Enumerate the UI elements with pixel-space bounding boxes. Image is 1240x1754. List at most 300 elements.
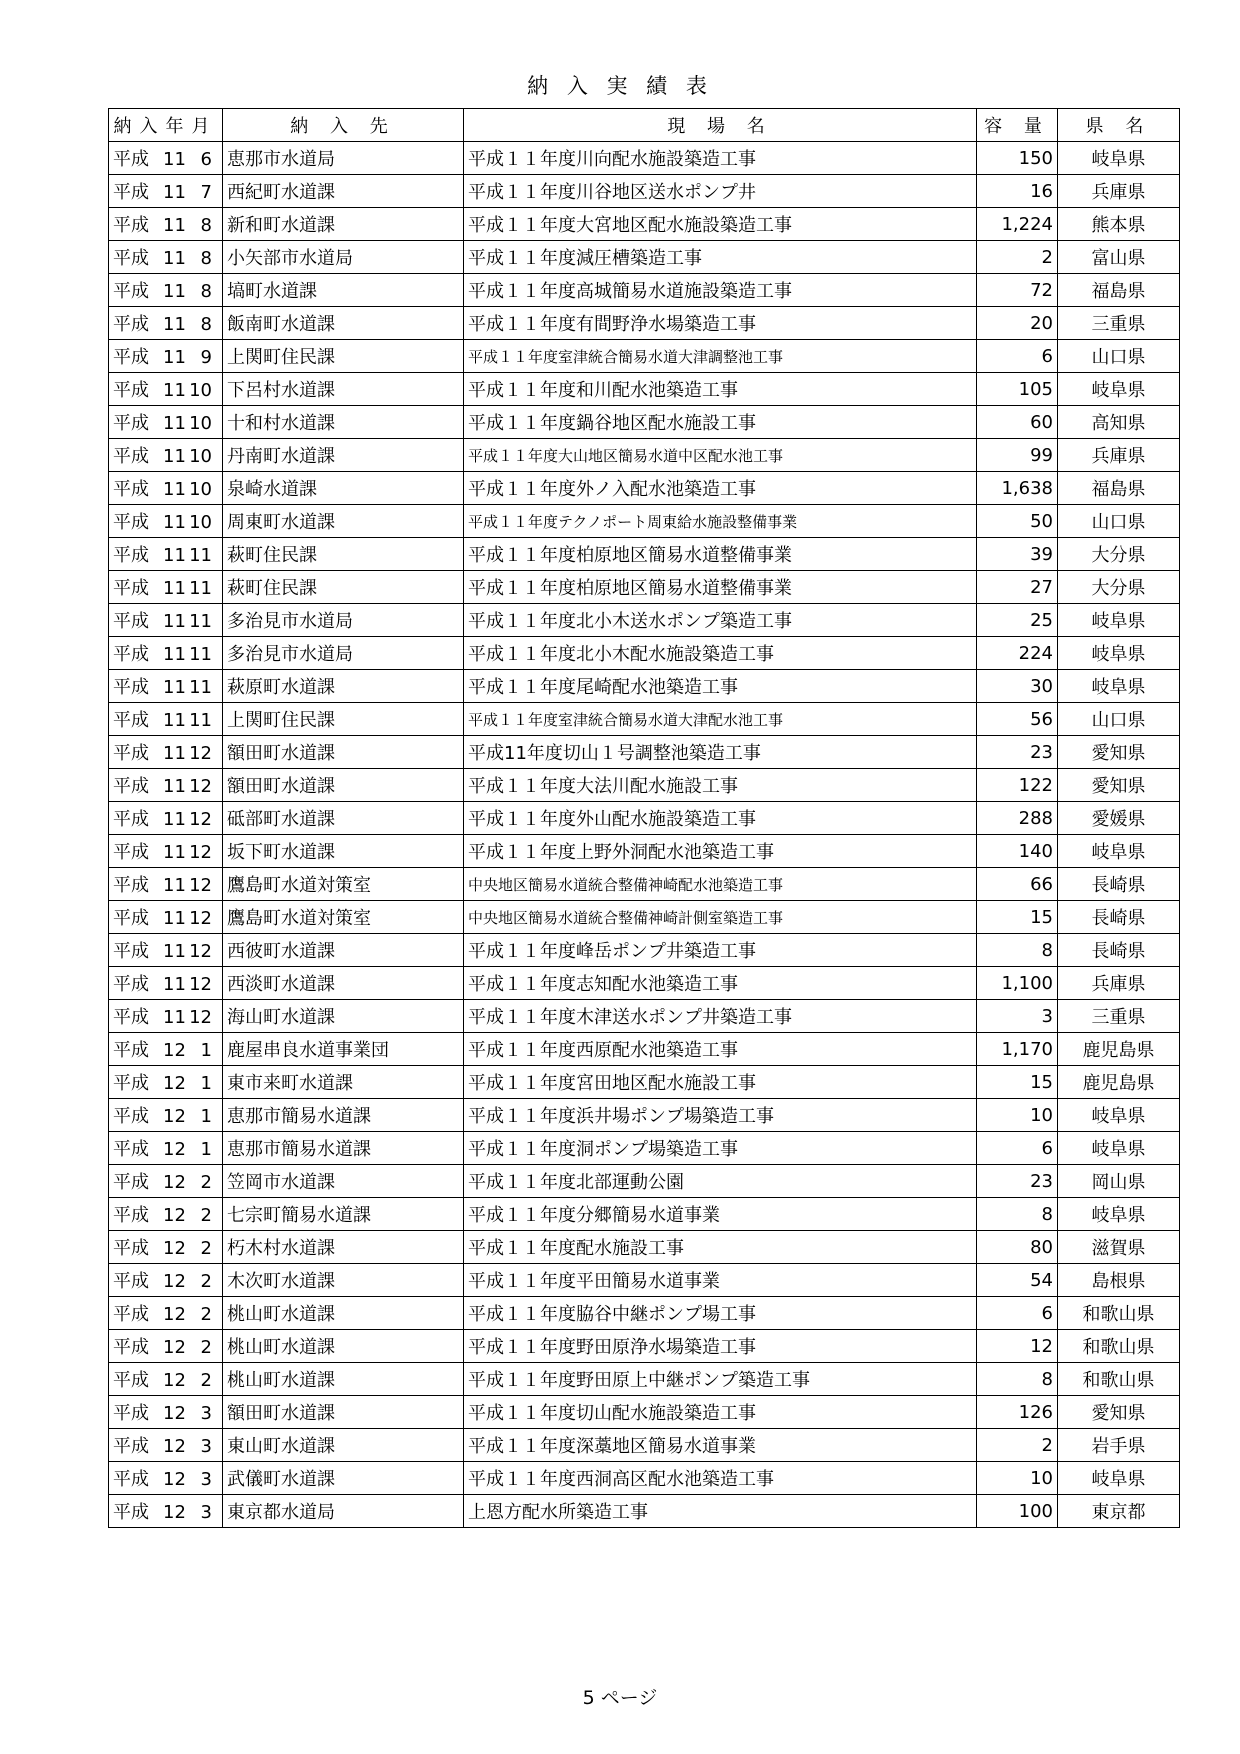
site-name-cell: 平成１１年度西原配水池築造工事	[464, 1033, 977, 1066]
delivery-date-cell	[109, 934, 223, 967]
site-name-cell: 平成１１年度有間野浄水場築造工事	[464, 307, 977, 340]
table-row	[109, 1033, 1180, 1066]
delivery-era: 平成	[113, 644, 149, 665]
capacity-cell: 27	[977, 571, 1058, 604]
delivery-era: 平成	[113, 875, 149, 896]
delivery-date-cell	[109, 703, 223, 736]
delivery-year: 11	[163, 149, 186, 170]
delivery-year: 11	[163, 908, 186, 929]
capacity-cell: 1,224	[977, 208, 1058, 241]
delivery-era: 平成	[113, 1469, 149, 1490]
table-row	[109, 934, 1180, 967]
capacity-cell: 8	[977, 1363, 1058, 1396]
delivery-year: 12	[163, 1436, 186, 1457]
delivery-year: 11	[163, 512, 186, 533]
delivery-era: 平成	[113, 1436, 149, 1457]
prefecture-cell: 大分県	[1058, 538, 1180, 571]
client-cell: 鷹島町水道対策室	[223, 901, 464, 934]
prefecture-cell: 鹿児島県	[1058, 1066, 1180, 1099]
capacity-cell: 3	[977, 1000, 1058, 1033]
client-cell: 桃山町水道課	[223, 1330, 464, 1363]
client-cell: 下呂村水道課	[223, 373, 464, 406]
client-cell: 上関町住民課	[223, 703, 464, 736]
delivery-month: 3	[200, 1436, 212, 1457]
prefecture-cell: 和歌山県	[1058, 1297, 1180, 1330]
prefecture-cell: 岐阜県	[1058, 142, 1180, 175]
client-cell: 丹南町水道課	[223, 439, 464, 472]
site-name-cell: 平成１１年度木津送水ポンプ井築造工事	[464, 1000, 977, 1033]
delivery-date-cell	[109, 637, 223, 670]
delivery-month: 12	[189, 974, 212, 995]
delivery-year: 11	[163, 644, 186, 665]
delivery-date-cell	[109, 472, 223, 505]
table-row	[109, 1165, 1180, 1198]
table-row	[109, 274, 1180, 307]
client-cell: 七宗町簡易水道課	[223, 1198, 464, 1231]
client-cell: 新和町水道課	[223, 208, 464, 241]
delivery-date-cell	[109, 1462, 223, 1495]
prefecture-cell: 和歌山県	[1058, 1363, 1180, 1396]
prefecture-cell: 兵庫県	[1058, 967, 1180, 1000]
delivery-year: 12	[163, 1106, 186, 1127]
table-row	[109, 538, 1180, 571]
client-cell: 桃山町水道課	[223, 1363, 464, 1396]
delivery-era: 平成	[113, 941, 149, 962]
delivery-month: 3	[200, 1502, 212, 1523]
delivery-date-cell	[109, 1099, 223, 1132]
delivery-era: 平成	[113, 809, 149, 830]
capacity-cell: 72	[977, 274, 1058, 307]
delivery-month: 2	[200, 1205, 212, 1226]
site-name-cell: 平成１１年度テクノポート周東給水施設整備事業	[464, 505, 977, 538]
prefecture-cell: 愛知県	[1058, 769, 1180, 802]
table-row	[109, 505, 1180, 538]
delivery-month: 8	[200, 314, 212, 335]
delivery-date-cell	[109, 241, 223, 274]
client-cell: 武儀町水道課	[223, 1462, 464, 1495]
delivery-record-table	[108, 108, 1180, 1528]
capacity-cell: 99	[977, 439, 1058, 472]
delivery-era: 平成	[113, 1403, 149, 1424]
site-name-cell: 平成１１年度外ノ入配水池築造工事	[464, 472, 977, 505]
client-cell: 東京都水道局	[223, 1495, 464, 1528]
client-cell: 多治見市水道局	[223, 637, 464, 670]
client-cell: 朽木村水道課	[223, 1231, 464, 1264]
delivery-date-cell	[109, 1033, 223, 1066]
delivery-date-cell	[109, 505, 223, 538]
page-title: 納 入 実 績 表	[527, 74, 713, 98]
prefecture-cell: 島根県	[1058, 1264, 1180, 1297]
table-row	[109, 637, 1180, 670]
delivery-month: 12	[189, 842, 212, 863]
table-row	[109, 1132, 1180, 1165]
capacity-cell: 122	[977, 769, 1058, 802]
delivery-era: 平成	[113, 479, 149, 500]
delivery-year: 11	[163, 1007, 186, 1028]
client-cell: 笠岡市水道課	[223, 1165, 464, 1198]
delivery-era: 平成	[113, 380, 149, 401]
delivery-date-cell	[109, 802, 223, 835]
capacity-cell: 39	[977, 538, 1058, 571]
capacity-cell: 16	[977, 175, 1058, 208]
delivery-month: 10	[189, 479, 212, 500]
capacity-cell: 15	[977, 1066, 1058, 1099]
capacity-cell: 80	[977, 1231, 1058, 1264]
prefecture-cell: 岐阜県	[1058, 637, 1180, 670]
header-capacity: 容 量	[977, 109, 1058, 142]
capacity-cell: 100	[977, 1495, 1058, 1528]
delivery-date-cell	[109, 373, 223, 406]
site-name-cell: 上恩方配水所築造工事	[464, 1495, 977, 1528]
delivery-year: 11	[163, 215, 186, 236]
delivery-month: 12	[189, 1007, 212, 1028]
delivery-era: 平成	[113, 1106, 149, 1127]
table-row	[109, 1429, 1180, 1462]
table-row	[109, 175, 1180, 208]
prefecture-cell: 岐阜県	[1058, 1462, 1180, 1495]
client-cell: 萩町住民課	[223, 571, 464, 604]
delivery-date-cell	[109, 1363, 223, 1396]
delivery-year: 12	[163, 1403, 186, 1424]
table-row	[109, 967, 1180, 1000]
delivery-date-cell	[109, 1165, 223, 1198]
delivery-era: 平成	[113, 281, 149, 302]
site-name-cell: 平成１１年度大宮地区配水施設築造工事	[464, 208, 977, 241]
capacity-cell: 6	[977, 340, 1058, 373]
header-client: 納 入 先	[223, 109, 464, 142]
delivery-year: 12	[163, 1073, 186, 1094]
site-name-cell: 平成１１年度川向配水施設築造工事	[464, 142, 977, 175]
delivery-month: 1	[200, 1073, 212, 1094]
client-cell: 桃山町水道課	[223, 1297, 464, 1330]
client-cell: 西淡町水道課	[223, 967, 464, 1000]
capacity-cell: 10	[977, 1099, 1058, 1132]
delivery-month: 8	[200, 281, 212, 302]
client-cell: 鷹島町水道対策室	[223, 868, 464, 901]
prefecture-cell: 長崎県	[1058, 901, 1180, 934]
delivery-era: 平成	[113, 1370, 149, 1391]
capacity-cell: 126	[977, 1396, 1058, 1429]
capacity-cell: 30	[977, 670, 1058, 703]
table-row	[109, 1363, 1180, 1396]
site-name-cell: 中央地区簡易水道統合整備神崎計側室築造工事	[464, 901, 977, 934]
delivery-year: 11	[163, 248, 186, 269]
delivery-month: 12	[189, 941, 212, 962]
prefecture-cell: 東京都	[1058, 1495, 1180, 1528]
delivery-era: 平成	[113, 1007, 149, 1028]
delivery-era: 平成	[113, 446, 149, 467]
delivery-year: 11	[163, 677, 186, 698]
capacity-cell: 6	[977, 1297, 1058, 1330]
site-name-cell: 平成１１年度深藁地区簡易水道事業	[464, 1429, 977, 1462]
table-row	[109, 142, 1180, 175]
prefecture-cell: 山口県	[1058, 340, 1180, 373]
delivery-date-cell	[109, 175, 223, 208]
delivery-year: 11	[163, 479, 186, 500]
site-name-cell: 平成１１年度北部運動公園	[464, 1165, 977, 1198]
delivery-month: 3	[200, 1469, 212, 1490]
site-name-cell: 平成１１年度川谷地区送水ポンプ井	[464, 175, 977, 208]
capacity-cell: 25	[977, 604, 1058, 637]
prefecture-cell: 岩手県	[1058, 1429, 1180, 1462]
table-row	[109, 373, 1180, 406]
site-name-cell: 平成１１年度峰岳ポンプ井築造工事	[464, 934, 977, 967]
delivery-era: 平成	[113, 1205, 149, 1226]
delivery-era: 平成	[113, 512, 149, 533]
site-name-cell: 平成１１年度柏原地区簡易水道整備事業	[464, 538, 977, 571]
delivery-date-cell	[109, 769, 223, 802]
client-cell: 多治見市水道局	[223, 604, 464, 637]
prefecture-cell: 岐阜県	[1058, 373, 1180, 406]
prefecture-cell: 兵庫県	[1058, 175, 1180, 208]
delivery-month: 1	[200, 1106, 212, 1127]
table-row	[109, 703, 1180, 736]
delivery-date-cell	[109, 1231, 223, 1264]
site-name-cell: 平成１１年度外山配水施設築造工事	[464, 802, 977, 835]
client-cell: 額田町水道課	[223, 736, 464, 769]
client-cell: 西彼町水道課	[223, 934, 464, 967]
site-name-cell: 平成１１年度尾崎配水池築造工事	[464, 670, 977, 703]
capacity-cell: 10	[977, 1462, 1058, 1495]
prefecture-cell: 岐阜県	[1058, 835, 1180, 868]
prefecture-cell: 滋賀県	[1058, 1231, 1180, 1264]
table-row	[109, 835, 1180, 868]
table-row	[109, 868, 1180, 901]
delivery-month: 1	[200, 1139, 212, 1160]
site-name-cell: 平成１１年度大山地区簡易水道中区配水池工事	[464, 439, 977, 472]
capacity-cell: 8	[977, 1198, 1058, 1231]
delivery-year: 11	[163, 578, 186, 599]
delivery-month: 8	[200, 248, 212, 269]
prefecture-cell: 大分県	[1058, 571, 1180, 604]
client-cell: 周東町水道課	[223, 505, 464, 538]
delivery-year: 11	[163, 809, 186, 830]
delivery-year: 12	[163, 1238, 186, 1259]
site-name-cell: 平成１１年度高城簡易水道施設築造工事	[464, 274, 977, 307]
delivery-era: 平成	[113, 1040, 149, 1061]
table-row	[109, 1264, 1180, 1297]
table-row	[109, 1231, 1180, 1264]
delivery-era: 平成	[113, 1073, 149, 1094]
site-name-cell: 平成11年度切山１号調整池築造工事	[464, 736, 977, 769]
capacity-cell: 20	[977, 307, 1058, 340]
delivery-date-cell	[109, 835, 223, 868]
delivery-date-cell	[109, 142, 223, 175]
delivery-month: 11	[189, 578, 212, 599]
delivery-month: 11	[189, 644, 212, 665]
capacity-cell: 224	[977, 637, 1058, 670]
delivery-month: 10	[189, 446, 212, 467]
capacity-cell: 8	[977, 934, 1058, 967]
capacity-cell: 23	[977, 736, 1058, 769]
delivery-year: 12	[163, 1304, 186, 1325]
delivery-era: 平成	[113, 1271, 149, 1292]
delivery-date-cell	[109, 868, 223, 901]
table-row	[109, 1495, 1180, 1528]
delivery-year: 12	[163, 1370, 186, 1391]
site-name-cell: 平成１１年度志知配水池築造工事	[464, 967, 977, 1000]
site-name-cell: 平成１１年度大法川配水施設工事	[464, 769, 977, 802]
delivery-month: 12	[189, 776, 212, 797]
capacity-cell: 50	[977, 505, 1058, 538]
table-row	[109, 340, 1180, 373]
delivery-month: 6	[200, 149, 212, 170]
client-cell: 恵那市簡易水道課	[223, 1132, 464, 1165]
table-body	[109, 142, 1180, 1528]
site-name-cell: 平成１１年度柏原地区簡易水道整備事業	[464, 571, 977, 604]
capacity-cell: 288	[977, 802, 1058, 835]
capacity-cell: 105	[977, 373, 1058, 406]
site-name-cell: 平成１１年度平田簡易水道事業	[464, 1264, 977, 1297]
delivery-era: 平成	[113, 677, 149, 698]
table-row	[109, 241, 1180, 274]
table-row	[109, 1297, 1180, 1330]
delivery-era: 平成	[113, 1172, 149, 1193]
page-number: 5 ページ	[582, 1687, 658, 1709]
prefecture-cell: 鹿児島県	[1058, 1033, 1180, 1066]
client-cell: 砥部町水道課	[223, 802, 464, 835]
delivery-era: 平成	[113, 1238, 149, 1259]
prefecture-cell: 山口県	[1058, 505, 1180, 538]
delivery-era: 平成	[113, 149, 149, 170]
capacity-cell: 56	[977, 703, 1058, 736]
delivery-month: 2	[200, 1337, 212, 1358]
prefecture-cell: 長崎県	[1058, 868, 1180, 901]
delivery-month: 2	[200, 1271, 212, 1292]
client-cell: 萩原町水道課	[223, 670, 464, 703]
delivery-era: 平成	[113, 710, 149, 731]
header-delivery-date: 納入年月	[109, 109, 223, 142]
capacity-cell: 66	[977, 868, 1058, 901]
table-row	[109, 604, 1180, 637]
delivery-year: 12	[163, 1337, 186, 1358]
capacity-cell: 1,170	[977, 1033, 1058, 1066]
delivery-year: 11	[163, 743, 186, 764]
delivery-date-cell	[109, 538, 223, 571]
delivery-era: 平成	[113, 611, 149, 632]
delivery-era: 平成	[113, 248, 149, 269]
table-row	[109, 1396, 1180, 1429]
client-cell: 上関町住民課	[223, 340, 464, 373]
delivery-year: 11	[163, 347, 186, 368]
delivery-date-cell	[109, 1000, 223, 1033]
table-row	[109, 406, 1180, 439]
delivery-date-cell	[109, 571, 223, 604]
client-cell: 飯南町水道課	[223, 307, 464, 340]
delivery-year: 12	[163, 1139, 186, 1160]
delivery-year: 11	[163, 545, 186, 566]
delivery-era: 平成	[113, 215, 149, 236]
table-row	[109, 769, 1180, 802]
delivery-month: 2	[200, 1238, 212, 1259]
capacity-cell: 1,100	[977, 967, 1058, 1000]
table-row	[109, 1462, 1180, 1495]
delivery-year: 11	[163, 776, 186, 797]
delivery-year: 11	[163, 446, 186, 467]
prefecture-cell: 三重県	[1058, 307, 1180, 340]
prefecture-cell: 岡山県	[1058, 1165, 1180, 1198]
delivery-month: 11	[189, 710, 212, 731]
prefecture-cell: 愛知県	[1058, 736, 1180, 769]
delivery-month: 2	[200, 1370, 212, 1391]
delivery-date-cell	[109, 967, 223, 1000]
prefecture-cell: 愛知県	[1058, 1396, 1180, 1429]
client-cell: 小矢部市水道局	[223, 241, 464, 274]
capacity-cell: 60	[977, 406, 1058, 439]
capacity-cell: 140	[977, 835, 1058, 868]
site-name-cell: 平成１１年度鍋谷地区配水施設工事	[464, 406, 977, 439]
client-cell: 海山町水道課	[223, 1000, 464, 1033]
prefecture-cell: 岐阜県	[1058, 1198, 1180, 1231]
site-name-cell: 中央地区簡易水道統合整備神崎配水池築造工事	[464, 868, 977, 901]
site-name-cell: 平成１１年度西洞高区配水池築造工事	[464, 1462, 977, 1495]
site-name-cell: 平成１１年度上野外洞配水池築造工事	[464, 835, 977, 868]
delivery-month: 12	[189, 908, 212, 929]
delivery-date-cell	[109, 1330, 223, 1363]
delivery-era: 平成	[113, 1139, 149, 1160]
delivery-era: 平成	[113, 314, 149, 335]
site-name-cell: 平成１１年度和川配水池築造工事	[464, 373, 977, 406]
table-row	[109, 439, 1180, 472]
delivery-year: 11	[163, 710, 186, 731]
table-row	[109, 1099, 1180, 1132]
table-row	[109, 802, 1180, 835]
delivery-year: 11	[163, 974, 186, 995]
delivery-era: 平成	[113, 743, 149, 764]
prefecture-cell: 岐阜県	[1058, 604, 1180, 637]
delivery-year: 11	[163, 842, 186, 863]
client-cell: 萩町住民課	[223, 538, 464, 571]
site-name-cell: 平成１１年度浜井場ポンプ場築造工事	[464, 1099, 977, 1132]
delivery-year: 11	[163, 611, 186, 632]
delivery-date-cell	[109, 274, 223, 307]
delivery-date-cell	[109, 670, 223, 703]
delivery-month: 10	[189, 413, 212, 434]
delivery-month: 7	[200, 182, 212, 203]
prefecture-cell: 山口県	[1058, 703, 1180, 736]
delivery-year: 11	[163, 314, 186, 335]
client-cell: 東市来町水道課	[223, 1066, 464, 1099]
delivery-month: 9	[200, 347, 212, 368]
delivery-era: 平成	[113, 908, 149, 929]
prefecture-cell: 愛媛県	[1058, 802, 1180, 835]
delivery-date-cell	[109, 1396, 223, 1429]
site-name-cell: 平成１１年度室津統合簡易水道大津調整池工事	[464, 340, 977, 373]
table-row	[109, 208, 1180, 241]
delivery-era: 平成	[113, 347, 149, 368]
delivery-date-cell	[109, 901, 223, 934]
client-cell: 坂下町水道課	[223, 835, 464, 868]
delivery-year: 12	[163, 1271, 186, 1292]
site-name-cell: 平成１１年度宮田地区配水施設工事	[464, 1066, 977, 1099]
client-cell: 泉崎水道課	[223, 472, 464, 505]
delivery-year: 11	[163, 941, 186, 962]
delivery-date-cell	[109, 340, 223, 373]
prefecture-cell: 岐阜県	[1058, 670, 1180, 703]
delivery-month: 12	[189, 809, 212, 830]
site-name-cell: 平成１１年度脇谷中継ポンプ場工事	[464, 1297, 977, 1330]
delivery-era: 平成	[113, 545, 149, 566]
table-row	[109, 1198, 1180, 1231]
delivery-date-cell	[109, 1429, 223, 1462]
delivery-date-cell	[109, 307, 223, 340]
table-row	[109, 1066, 1180, 1099]
delivery-year: 11	[163, 413, 186, 434]
prefecture-cell: 福島県	[1058, 274, 1180, 307]
delivery-era: 平成	[113, 776, 149, 797]
delivery-month: 2	[200, 1172, 212, 1193]
delivery-year: 11	[163, 380, 186, 401]
